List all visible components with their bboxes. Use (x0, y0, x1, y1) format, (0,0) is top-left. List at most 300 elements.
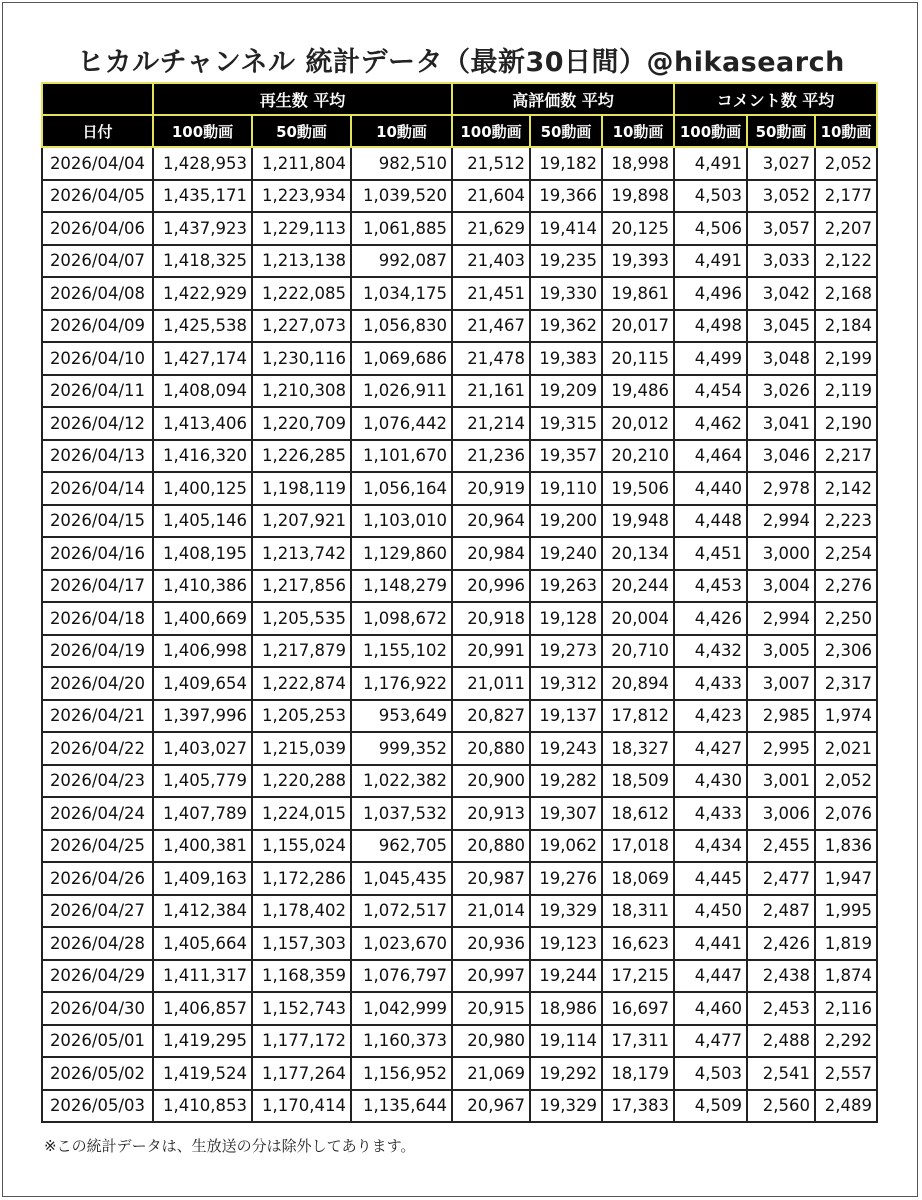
comments-50-cell: 3,001 (747, 765, 815, 798)
likes-100-cell: 21,604 (452, 180, 530, 213)
table-row (42, 700, 877, 733)
comments-10-cell: 2,254 (815, 537, 877, 570)
date-cell: 2026/04/08 (42, 277, 153, 310)
views-100-cell: 1,408,195 (153, 537, 252, 570)
date-cell: 2026/05/02 (42, 1057, 153, 1090)
date-cell: 2026/04/05 (42, 180, 153, 213)
likes-10-cell: 20,210 (602, 440, 674, 473)
views-50-cell: 1,205,535 (252, 602, 351, 635)
views-100-cell: 1,411,317 (153, 960, 252, 993)
comments-50-cell: 2,995 (747, 732, 815, 765)
table-row (42, 797, 877, 830)
table-body (42, 147, 877, 1122)
table-row (42, 927, 877, 960)
date-cell: 2026/04/25 (42, 830, 153, 863)
table-row (42, 765, 877, 798)
comments-10-cell: 1,974 (815, 700, 877, 733)
comments-10-cell: 2,217 (815, 440, 877, 473)
comments-100-cell: 4,506 (674, 212, 747, 245)
likes-10-cell: 19,948 (602, 505, 674, 538)
table-row (42, 212, 877, 245)
likes-50-cell: 19,307 (530, 797, 602, 830)
likes-100-cell: 21,478 (452, 342, 530, 375)
views-10-cell: 1,042,999 (351, 992, 452, 1025)
views-50-cell: 1,178,402 (252, 895, 351, 928)
views-100-cell: 1,416,320 (153, 440, 252, 473)
views-50-cell: 1,170,414 (252, 1090, 351, 1123)
likes-10-cell: 20,004 (602, 602, 674, 635)
likes-50-cell: 19,182 (530, 147, 602, 180)
views-50-cell: 1,152,743 (252, 992, 351, 1025)
likes-100-cell: 20,967 (452, 1090, 530, 1123)
comments-50-cell: 2,455 (747, 830, 815, 863)
likes-100-cell: 20,880 (452, 830, 530, 863)
likes-10-cell: 20,134 (602, 537, 674, 570)
views-100-cell: 1,397,996 (153, 700, 252, 733)
views-10-cell: 1,135,644 (351, 1090, 452, 1123)
comments-10-cell: 2,168 (815, 277, 877, 310)
views-100-cell: 1,412,384 (153, 895, 252, 928)
views-10-cell: 1,098,672 (351, 602, 452, 635)
likes-10-cell: 18,998 (602, 147, 674, 180)
views-50-cell: 1,177,264 (252, 1057, 351, 1090)
column-header-views-10: 10動画 (351, 115, 452, 147)
table-row (42, 1025, 877, 1058)
likes-100-cell: 20,987 (452, 862, 530, 895)
comments-10-cell: 2,184 (815, 310, 877, 343)
likes-100-cell: 21,629 (452, 212, 530, 245)
header-blank (42, 83, 153, 115)
views-10-cell: 962,705 (351, 830, 452, 863)
likes-50-cell: 19,243 (530, 732, 602, 765)
views-50-cell: 1,220,709 (252, 407, 351, 440)
comments-50-cell: 3,000 (747, 537, 815, 570)
likes-50-cell: 19,329 (530, 1090, 602, 1123)
comments-100-cell: 4,448 (674, 505, 747, 538)
likes-10-cell: 20,710 (602, 635, 674, 668)
likes-10-cell: 18,069 (602, 862, 674, 895)
date-cell: 2026/05/01 (42, 1025, 153, 1058)
comments-100-cell: 4,427 (674, 732, 747, 765)
views-10-cell: 1,160,373 (351, 1025, 452, 1058)
likes-10-cell: 18,179 (602, 1057, 674, 1090)
comments-100-cell: 4,450 (674, 895, 747, 928)
table-row (42, 180, 877, 213)
date-cell: 2026/05/03 (42, 1090, 153, 1123)
likes-10-cell: 20,017 (602, 310, 674, 343)
comments-10-cell: 2,142 (815, 472, 877, 505)
comments-100-cell: 4,491 (674, 147, 747, 180)
comments-10-cell: 1,995 (815, 895, 877, 928)
date-cell: 2026/04/28 (42, 927, 153, 960)
comments-50-cell: 3,057 (747, 212, 815, 245)
comments-10-cell: 2,223 (815, 505, 877, 538)
likes-50-cell: 19,362 (530, 310, 602, 343)
likes-10-cell: 17,215 (602, 960, 674, 993)
views-10-cell: 1,037,532 (351, 797, 452, 830)
comments-50-cell: 3,006 (747, 797, 815, 830)
likes-10-cell: 17,812 (602, 700, 674, 733)
views-10-cell: 1,056,830 (351, 310, 452, 343)
stats-table (41, 82, 878, 1123)
likes-50-cell: 19,276 (530, 862, 602, 895)
likes-100-cell: 20,980 (452, 1025, 530, 1058)
likes-100-cell: 21,512 (452, 147, 530, 180)
comments-50-cell: 3,027 (747, 147, 815, 180)
views-50-cell: 1,217,879 (252, 635, 351, 668)
views-100-cell: 1,419,295 (153, 1025, 252, 1058)
views-100-cell: 1,403,027 (153, 732, 252, 765)
likes-10-cell: 18,612 (602, 797, 674, 830)
footnote: ※この統計データは、生放送の分は除外してあります。 (44, 1137, 416, 1155)
comments-10-cell: 2,116 (815, 992, 877, 1025)
table-row (42, 277, 877, 310)
likes-100-cell: 21,011 (452, 667, 530, 700)
header-column-row (42, 115, 877, 147)
views-100-cell: 1,428,953 (153, 147, 252, 180)
comments-50-cell: 3,026 (747, 375, 815, 408)
table-row (42, 440, 877, 473)
likes-100-cell: 20,918 (452, 602, 530, 635)
likes-100-cell: 21,214 (452, 407, 530, 440)
views-10-cell: 1,026,911 (351, 375, 452, 408)
likes-50-cell: 19,329 (530, 895, 602, 928)
views-50-cell: 1,172,286 (252, 862, 351, 895)
page-title: ヒカルチャンネル 統計データ（最新30日間）@hikasearch (77, 47, 845, 78)
comments-10-cell: 2,052 (815, 147, 877, 180)
table-row (42, 667, 877, 700)
likes-50-cell: 19,292 (530, 1057, 602, 1090)
table-row (42, 375, 877, 408)
date-cell: 2026/04/07 (42, 245, 153, 278)
comments-50-cell: 2,541 (747, 1057, 815, 1090)
comments-50-cell: 3,041 (747, 407, 815, 440)
comments-100-cell: 4,432 (674, 635, 747, 668)
views-10-cell: 982,510 (351, 147, 452, 180)
comments-50-cell: 3,052 (747, 180, 815, 213)
likes-10-cell: 19,486 (602, 375, 674, 408)
header-group-views: 再生数 平均 (153, 83, 452, 115)
views-10-cell: 999,352 (351, 732, 452, 765)
views-10-cell: 953,649 (351, 700, 452, 733)
date-cell: 2026/04/19 (42, 635, 153, 668)
comments-10-cell: 2,122 (815, 245, 877, 278)
views-10-cell: 1,103,010 (351, 505, 452, 538)
date-cell: 2026/04/18 (42, 602, 153, 635)
views-10-cell: 1,072,517 (351, 895, 452, 928)
views-10-cell: 1,023,670 (351, 927, 452, 960)
comments-50-cell: 3,048 (747, 342, 815, 375)
views-50-cell: 1,222,085 (252, 277, 351, 310)
likes-10-cell: 18,311 (602, 895, 674, 928)
likes-10-cell: 16,623 (602, 927, 674, 960)
views-50-cell: 1,224,015 (252, 797, 351, 830)
comments-50-cell: 2,994 (747, 602, 815, 635)
comments-50-cell: 2,488 (747, 1025, 815, 1058)
table-row (42, 602, 877, 635)
views-10-cell: 1,176,922 (351, 667, 452, 700)
likes-100-cell: 21,403 (452, 245, 530, 278)
comments-10-cell: 2,489 (815, 1090, 877, 1123)
date-cell: 2026/04/20 (42, 667, 153, 700)
column-header-likes-50: 50動画 (530, 115, 602, 147)
date-cell: 2026/04/12 (42, 407, 153, 440)
comments-50-cell: 3,004 (747, 570, 815, 603)
likes-10-cell: 20,125 (602, 212, 674, 245)
views-50-cell: 1,157,303 (252, 927, 351, 960)
likes-100-cell: 20,827 (452, 700, 530, 733)
comments-100-cell: 4,503 (674, 180, 747, 213)
table-row (42, 342, 877, 375)
comments-50-cell: 2,487 (747, 895, 815, 928)
comments-100-cell: 4,496 (674, 277, 747, 310)
table-row (42, 570, 877, 603)
comments-100-cell: 4,434 (674, 830, 747, 863)
likes-10-cell: 19,393 (602, 245, 674, 278)
column-header-views-50: 50動画 (252, 115, 351, 147)
table-row (42, 537, 877, 570)
views-10-cell: 1,101,670 (351, 440, 452, 473)
views-100-cell: 1,400,125 (153, 472, 252, 505)
views-50-cell: 1,210,308 (252, 375, 351, 408)
date-cell: 2026/04/26 (42, 862, 153, 895)
comments-10-cell: 2,250 (815, 602, 877, 635)
likes-100-cell: 20,984 (452, 537, 530, 570)
views-50-cell: 1,220,288 (252, 765, 351, 798)
likes-100-cell: 20,919 (452, 472, 530, 505)
comments-100-cell: 4,460 (674, 992, 747, 1025)
comments-10-cell: 2,207 (815, 212, 877, 245)
views-10-cell: 1,034,175 (351, 277, 452, 310)
comments-10-cell: 1,836 (815, 830, 877, 863)
views-50-cell: 1,215,039 (252, 732, 351, 765)
likes-100-cell: 21,236 (452, 440, 530, 473)
table-row (42, 862, 877, 895)
views-10-cell: 1,045,435 (351, 862, 452, 895)
comments-50-cell: 2,978 (747, 472, 815, 505)
comments-10-cell: 1,819 (815, 927, 877, 960)
views-100-cell: 1,406,998 (153, 635, 252, 668)
likes-100-cell: 20,996 (452, 570, 530, 603)
views-100-cell: 1,400,381 (153, 830, 252, 863)
table-row (42, 992, 877, 1025)
date-cell: 2026/04/11 (42, 375, 153, 408)
comments-10-cell: 2,177 (815, 180, 877, 213)
views-100-cell: 1,425,538 (153, 310, 252, 343)
comments-100-cell: 4,440 (674, 472, 747, 505)
comments-50-cell: 2,994 (747, 505, 815, 538)
likes-50-cell: 19,110 (530, 472, 602, 505)
views-100-cell: 1,408,094 (153, 375, 252, 408)
views-50-cell: 1,226,285 (252, 440, 351, 473)
column-header-comments-10: 10動画 (815, 115, 877, 147)
views-10-cell: 1,156,952 (351, 1057, 452, 1090)
date-cell: 2026/04/27 (42, 895, 153, 928)
likes-50-cell: 19,235 (530, 245, 602, 278)
views-50-cell: 1,205,253 (252, 700, 351, 733)
views-10-cell: 1,129,860 (351, 537, 452, 570)
comments-50-cell: 3,045 (747, 310, 815, 343)
views-100-cell: 1,410,853 (153, 1090, 252, 1123)
comments-10-cell: 2,306 (815, 635, 877, 668)
header-group-row (42, 83, 877, 115)
comments-100-cell: 4,498 (674, 310, 747, 343)
views-50-cell: 1,223,934 (252, 180, 351, 213)
table-row (42, 960, 877, 993)
likes-10-cell: 19,898 (602, 180, 674, 213)
date-cell: 2026/04/13 (42, 440, 153, 473)
date-cell: 2026/04/06 (42, 212, 153, 245)
likes-50-cell: 19,263 (530, 570, 602, 603)
views-10-cell: 1,148,279 (351, 570, 452, 603)
views-100-cell: 1,405,146 (153, 505, 252, 538)
comments-50-cell: 2,477 (747, 862, 815, 895)
comments-50-cell: 3,005 (747, 635, 815, 668)
comments-50-cell: 2,453 (747, 992, 815, 1025)
views-100-cell: 1,435,171 (153, 180, 252, 213)
likes-50-cell: 18,986 (530, 992, 602, 1025)
comments-10-cell: 2,317 (815, 667, 877, 700)
views-100-cell: 1,407,789 (153, 797, 252, 830)
views-50-cell: 1,222,874 (252, 667, 351, 700)
comments-100-cell: 4,433 (674, 797, 747, 830)
table-row (42, 147, 877, 180)
likes-10-cell: 20,115 (602, 342, 674, 375)
comments-50-cell: 2,560 (747, 1090, 815, 1123)
column-header-likes-100: 100動画 (452, 115, 530, 147)
views-10-cell: 1,076,442 (351, 407, 452, 440)
table-row (42, 407, 877, 440)
table-row (42, 895, 877, 928)
likes-10-cell: 19,861 (602, 277, 674, 310)
likes-50-cell: 19,383 (530, 342, 602, 375)
likes-50-cell: 19,282 (530, 765, 602, 798)
date-cell: 2026/04/15 (42, 505, 153, 538)
views-10-cell: 1,155,102 (351, 635, 452, 668)
date-cell: 2026/04/30 (42, 992, 153, 1025)
views-100-cell: 1,422,929 (153, 277, 252, 310)
likes-50-cell: 19,414 (530, 212, 602, 245)
likes-100-cell: 20,964 (452, 505, 530, 538)
likes-10-cell: 17,383 (602, 1090, 674, 1123)
date-cell: 2026/04/09 (42, 310, 153, 343)
comments-10-cell: 2,119 (815, 375, 877, 408)
likes-10-cell: 18,509 (602, 765, 674, 798)
comments-10-cell: 2,052 (815, 765, 877, 798)
comments-100-cell: 4,445 (674, 862, 747, 895)
comments-10-cell: 1,874 (815, 960, 877, 993)
views-100-cell: 1,410,386 (153, 570, 252, 603)
views-50-cell: 1,177,172 (252, 1025, 351, 1058)
views-50-cell: 1,155,024 (252, 830, 351, 863)
views-10-cell: 992,087 (351, 245, 452, 278)
likes-100-cell: 20,900 (452, 765, 530, 798)
column-header-views-100: 100動画 (153, 115, 252, 147)
table-row (42, 732, 877, 765)
views-50-cell: 1,213,742 (252, 537, 351, 570)
comments-50-cell: 2,426 (747, 927, 815, 960)
date-cell: 2026/04/17 (42, 570, 153, 603)
table-row (42, 245, 877, 278)
comments-50-cell: 2,985 (747, 700, 815, 733)
comments-50-cell: 3,042 (747, 277, 815, 310)
likes-10-cell: 20,244 (602, 570, 674, 603)
views-50-cell: 1,217,856 (252, 570, 351, 603)
likes-50-cell: 19,366 (530, 180, 602, 213)
date-cell: 2026/04/23 (42, 765, 153, 798)
likes-50-cell: 19,330 (530, 277, 602, 310)
views-50-cell: 1,227,073 (252, 310, 351, 343)
comments-100-cell: 4,430 (674, 765, 747, 798)
likes-100-cell: 20,913 (452, 797, 530, 830)
date-cell: 2026/04/29 (42, 960, 153, 993)
views-100-cell: 1,413,406 (153, 407, 252, 440)
likes-100-cell: 20,991 (452, 635, 530, 668)
likes-10-cell: 17,018 (602, 830, 674, 863)
date-cell: 2026/04/21 (42, 700, 153, 733)
likes-10-cell: 18,327 (602, 732, 674, 765)
comments-100-cell: 4,499 (674, 342, 747, 375)
comments-100-cell: 4,447 (674, 960, 747, 993)
comments-100-cell: 4,451 (674, 537, 747, 570)
date-cell: 2026/04/24 (42, 797, 153, 830)
comments-10-cell: 2,276 (815, 570, 877, 603)
views-10-cell: 1,056,164 (351, 472, 452, 505)
likes-50-cell: 19,209 (530, 375, 602, 408)
likes-100-cell: 20,936 (452, 927, 530, 960)
comments-10-cell: 2,292 (815, 1025, 877, 1058)
date-cell: 2026/04/22 (42, 732, 153, 765)
column-header-date: 日付 (42, 115, 153, 147)
comments-10-cell: 2,021 (815, 732, 877, 765)
views-50-cell: 1,230,116 (252, 342, 351, 375)
table-row (42, 1057, 877, 1090)
likes-50-cell: 19,273 (530, 635, 602, 668)
comments-10-cell: 2,076 (815, 797, 877, 830)
date-cell: 2026/04/10 (42, 342, 153, 375)
likes-100-cell: 20,915 (452, 992, 530, 1025)
views-50-cell: 1,207,921 (252, 505, 351, 538)
views-100-cell: 1,406,857 (153, 992, 252, 1025)
views-10-cell: 1,069,686 (351, 342, 452, 375)
comments-10-cell: 1,947 (815, 862, 877, 895)
views-50-cell: 1,213,138 (252, 245, 351, 278)
table-row (42, 830, 877, 863)
column-header-comments-50: 50動画 (747, 115, 815, 147)
likes-50-cell: 19,315 (530, 407, 602, 440)
likes-10-cell: 19,506 (602, 472, 674, 505)
table-row (42, 310, 877, 343)
views-100-cell: 1,405,779 (153, 765, 252, 798)
comments-100-cell: 4,491 (674, 245, 747, 278)
likes-50-cell: 19,062 (530, 830, 602, 863)
views-100-cell: 1,437,923 (153, 212, 252, 245)
views-100-cell: 1,409,163 (153, 862, 252, 895)
comments-100-cell: 4,454 (674, 375, 747, 408)
comments-100-cell: 4,441 (674, 927, 747, 960)
comments-100-cell: 4,423 (674, 700, 747, 733)
likes-10-cell: 17,311 (602, 1025, 674, 1058)
comments-10-cell: 2,199 (815, 342, 877, 375)
views-100-cell: 1,409,654 (153, 667, 252, 700)
views-100-cell: 1,400,669 (153, 602, 252, 635)
likes-10-cell: 16,697 (602, 992, 674, 1025)
views-50-cell: 1,229,113 (252, 212, 351, 245)
header-group-likes: 高評価数 平均 (452, 83, 674, 115)
comments-100-cell: 4,503 (674, 1057, 747, 1090)
comments-100-cell: 4,464 (674, 440, 747, 473)
date-cell: 2026/04/16 (42, 537, 153, 570)
